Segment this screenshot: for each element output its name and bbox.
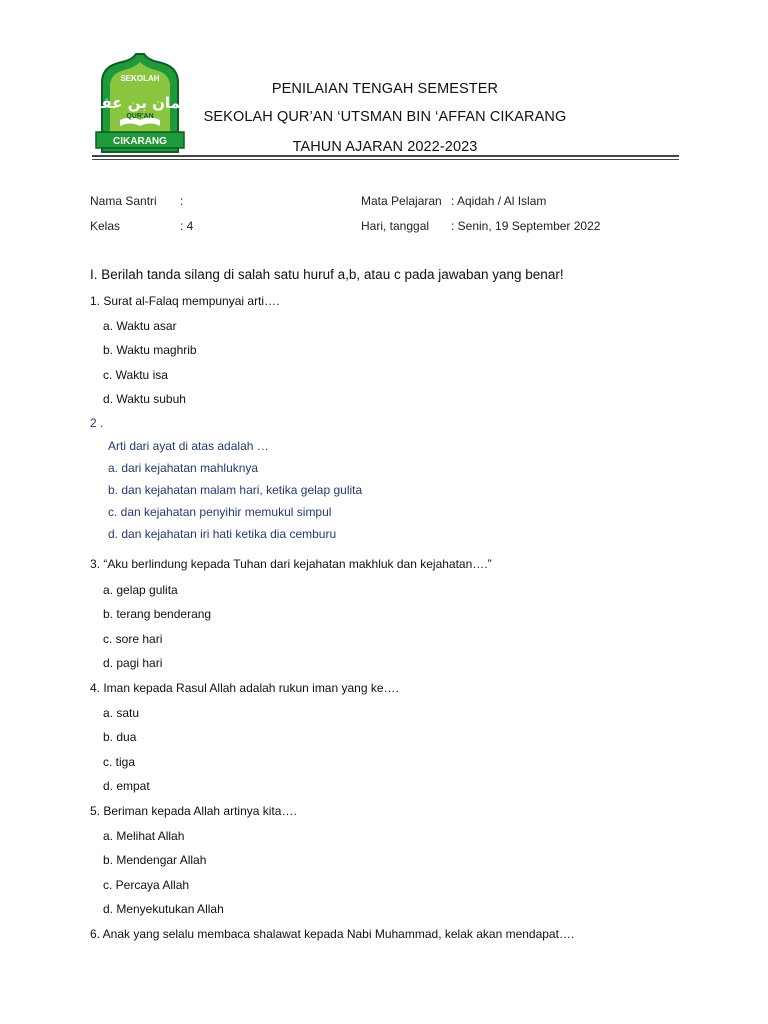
question-3-option-b: b. terang benderang [103, 607, 212, 621]
question-3: 3. “Aku berlindung kepada Tuhan dari kejahatan makhluk dan kejahatan….” [90, 557, 492, 571]
question-4-option-b: b. dua [103, 730, 137, 744]
question-1-option-a: a. Waktu asar [103, 319, 177, 333]
question-3-option-d: d. pagi hari [103, 656, 163, 670]
logo-text-bottom: CIKARANG [113, 136, 167, 147]
question-5-option-a: a. Melihat Allah [103, 829, 185, 843]
hari-tanggal-value: : Senin, 19 September 2022 [451, 219, 601, 233]
question-4-option-c: c. tiga [103, 755, 136, 769]
question-2-option-d: d. dan kejahatan iri hati ketika dia cemburu [108, 527, 337, 541]
question-3-option-a: a. gelap gulita [103, 583, 178, 597]
question-5-option-c: c. Percaya Allah [103, 878, 190, 892]
mata-pelajaran-label: Mata Pelajaran [361, 194, 442, 208]
header-divider-thin [92, 159, 679, 160]
question-1-option-c: c. Waktu isa [103, 368, 168, 382]
question-5-option-d: d. Menyekutukan Allah [103, 902, 224, 916]
exam-title: PENILAIAN TENGAH SEMESTER [271, 81, 499, 97]
question-4-option-d: d. empat [103, 779, 150, 793]
question-3-option-c: c. sore hari [103, 632, 163, 646]
question-2-option-b: b. dan kejahatan malam hari, ketika gelap gulita [108, 483, 363, 497]
section-instruction: I. Berilah tanda silang di salah satu huruf a,b, atau c pada jawaban yang benar! [90, 267, 564, 282]
hari-tanggal-label: Hari, tanggal [361, 219, 430, 233]
logo-text-mid: QUR'AN [126, 113, 154, 120]
question-1: 1. Surat al-Falaq mempunyai arti…. [90, 294, 280, 308]
question-2-option-c: c. dan kejahatan penyihir memukul simpul [108, 505, 332, 519]
question-2: 2 . [90, 416, 104, 430]
question-1-option-d: d. Waktu subuh [103, 392, 186, 406]
question-4: 4. Iman kepada Rasul Allah adalah rukun iman yang ke…. [90, 681, 399, 695]
kelas-label: Kelas [90, 219, 121, 233]
logo-text-top: SEKOLAH [120, 74, 160, 83]
academic-year: TAHUN AJARAN 2022-2023 [292, 139, 478, 155]
kelas-value: : 4 [180, 219, 194, 233]
question-5: 5. Beriman kepada Allah artinya kita…. [90, 804, 297, 818]
nama-santri-label: Nama Santri [90, 194, 157, 208]
question-1-option-b: b. Waktu maghrib [103, 343, 197, 357]
mata-pelajaran-value: : Aqidah / Al Islam [451, 194, 547, 208]
question-2-prompt: Arti dari ayat di atas adalah … [108, 439, 269, 453]
question-4-option-a: a. satu [103, 706, 140, 720]
logo-arabic: عثمان بن عفان [83, 94, 197, 112]
school-logo [83, 52, 197, 156]
question-2-option-a: a. dari kejahatan mahluknya [108, 461, 259, 475]
question-5-option-b: b. Mendengar Allah [103, 853, 207, 867]
school-name: SEKOLAH QUR’AN ‘UTSMAN BIN ‘AFFAN CIKARANG [203, 109, 567, 125]
header-divider [92, 155, 679, 157]
question-6: 6. Anak yang selalu membaca shalawat kepada Nabi Muhammad, kelak akan mendapat…. [90, 927, 575, 941]
nama-santri-value: : [180, 194, 184, 208]
